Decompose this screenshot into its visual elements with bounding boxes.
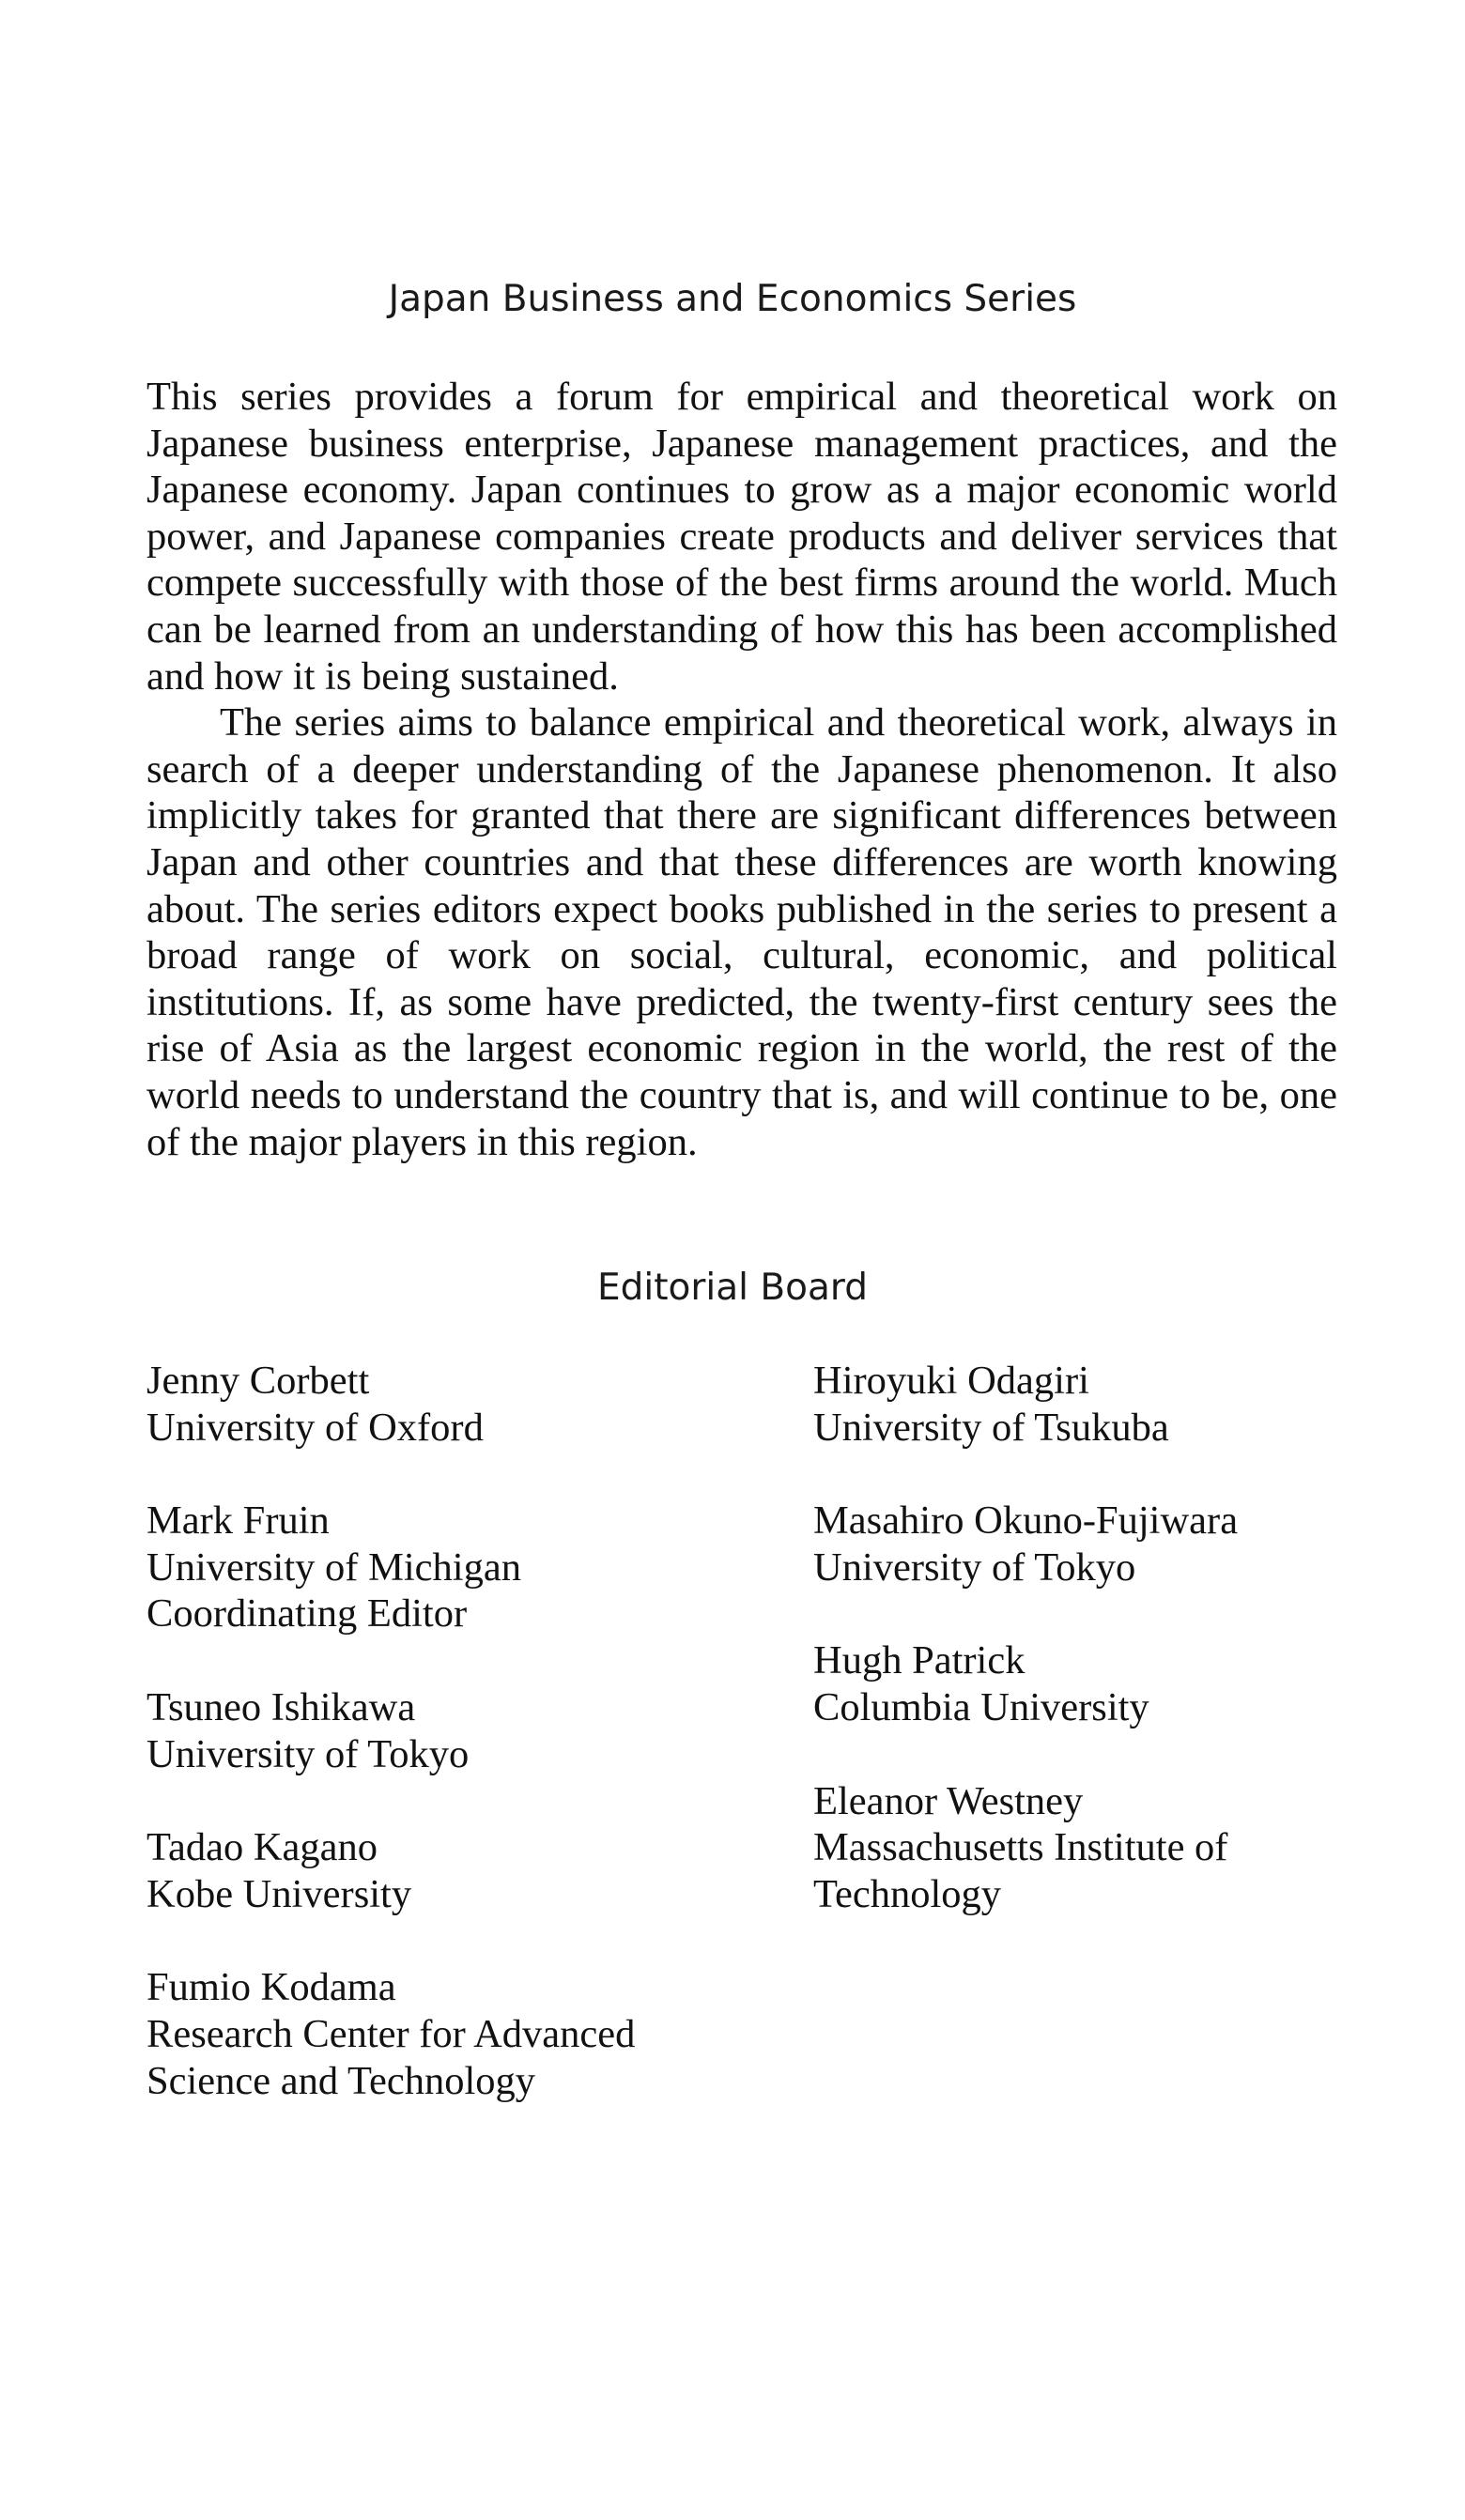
board-member: [146, 1824, 748, 1917]
board-member: [813, 1358, 1414, 1451]
member-affiliation: Research Center for Advanced: [146, 2011, 636, 2056]
member-affiliation: University of Michigan: [146, 1544, 521, 1590]
paragraph-2: The series aims to balance empirical and theoretical work, always in search of a deeper understanding of the Japanese phenomenon. It also implicitly takes for granted that there are significant differences between Japan and other countries and that these differences are worth knowing about. The series editors expect books published in the series to present a broad range of work on social, cultural, economic, and political institutions. If, as some have predicted, the twenty-first century sees the rise of Asia as the largest economic region in the world, the rest of the world needs to understand the country that is, and will continue to be, one of the major players in this region.: [146, 700, 1337, 1164]
member-name: Fumio Kodama: [146, 1965, 396, 2010]
member-name: Eleanor Westney: [813, 1778, 1084, 1823]
member-affiliation: University of Oxford: [146, 1405, 484, 1450]
board-member: [813, 1498, 1414, 1590]
board-member: [813, 1778, 1414, 1918]
board-member: [146, 1358, 748, 1451]
member-affiliation: University of Tsukuba: [813, 1405, 1169, 1450]
member-name: Mark Fruin: [146, 1498, 330, 1544]
paragraph-1: This series provides a forum for empirical and theoretical work on Japanese business enterprise, Japanese management practices, and the Japanese economy. Japan continues to grow as a major economic world power, and Japanese companies create products and deliver services that compete successfully with those of the best firms around the world. Much can be learned from an understanding of how this has been accomplished and how it is being sustained.: [146, 375, 1337, 699]
member-name: Hugh Patrick: [813, 1638, 1026, 1683]
editorial-board-left-column: [146, 1358, 748, 2151]
member-affiliation-cont: Technology: [813, 1871, 1002, 1916]
member-affiliation: University of Tokyo: [813, 1544, 1136, 1590]
member-role: Coordinating Editor: [146, 1591, 468, 1636]
member-affiliation-cont: Science and Technology: [146, 2058, 536, 2103]
member-name: Hiroyuki Odagiri: [813, 1359, 1089, 1403]
member-name: Jenny Corbett: [146, 1359, 370, 1403]
board-member: [146, 1684, 748, 1777]
member-name: Tsuneo Ishikawa: [146, 1684, 416, 1729]
member-affiliation: Kobe University: [146, 1871, 412, 1916]
series-title: Japan Business and Economics Series: [388, 278, 1077, 320]
board-member: [146, 1964, 748, 2104]
member-affiliation: University of Tokyo: [146, 1731, 470, 1776]
member-name: Tadao Kagano: [146, 1825, 378, 1870]
board-member: [813, 1637, 1414, 1730]
board-member: [146, 1498, 748, 1637]
editorial-board-title: Editorial Board: [596, 1267, 868, 1309]
member-affiliation: Massachusetts Institute of: [813, 1825, 1228, 1870]
member-name: Masahiro Okuno-Fujiwara: [813, 1498, 1239, 1544]
editorial-board-right-column: [813, 1358, 1414, 1964]
series-description: [146, 374, 1337, 1165]
member-affiliation: Columbia University: [813, 1684, 1149, 1729]
